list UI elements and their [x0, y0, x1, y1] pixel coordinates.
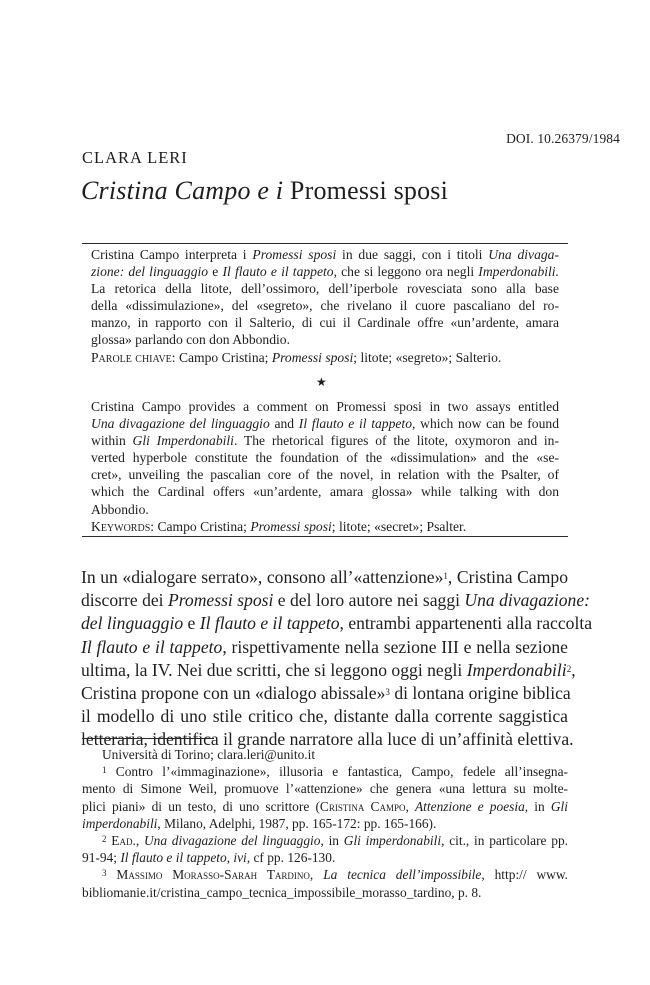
footnote-1: $^1$ Contro l’«immaginazione», illusoria e fantastica, Campo, fedele all’insegna- — [102, 764, 568, 780]
footnote-3: $^3$ Massimo Morasso-Sarah Tardino, La tecnica dell’impossibile, http:// www. — [102, 867, 569, 883]
footnote-ref: 3 — [385, 686, 390, 697]
footnote-number: 1 — [102, 765, 107, 776]
footnote-rule — [82, 738, 214, 739]
abstract-bottom-rule — [82, 536, 568, 537]
abstract-en-line: within Gli Imperdonabili. The rhetorical figures of the litote, oxymoron and in- — [91, 433, 560, 449]
footnote-1-line: mento di Simone Weil, promuove l’«attenzione» che genera «una lettura su molte- — [82, 781, 568, 797]
abstract-it-line: Cristina Campo interpreta i Promessi sposi in due saggi, con i titoli Una divaga- — [91, 247, 560, 262]
title-italic: Cristina Campo e i — [81, 176, 284, 205]
body-line: In un «dialogare serrato», consono all’«attenzione»$^1$, Cristina Campo — [81, 567, 568, 587]
abstract-en-line: Cristina Campo provides a comment on Promessi sposi in two assays entitled — [91, 399, 559, 414]
footnote-1-line: imperdonabili, Milano, Adelphi, 1987, pp. 165-172: pp. 165-166). — [82, 815, 437, 831]
abstract-en-line: Abbondio. — [91, 501, 149, 517]
abstract-en-line: cret», unveiling the pascalian core of the novel, in relation with the Psalter, of — [91, 467, 559, 483]
doi: DOI. 10.26379/1984 — [506, 131, 620, 146]
keywords-it: Parole chiave: Campo Cristina; Promessi sposi; litote; «segreto»; Salterio. — [91, 349, 502, 365]
footnote-2: $^2$ Ead., Una divagazione del linguaggio, in Gli imperdonabili, cit., in particolare pp. — [102, 832, 569, 848]
footnote-number: 3 — [102, 868, 107, 879]
abstract-it-line: La retorica della litote, dell’ossimoro, dell’iperbole rovesciata sono alla base — [91, 281, 559, 297]
footnote-ref: 2 — [566, 663, 572, 674]
footnote-2-line: 91-94; Il flauto e il tappeto, ivi, cf pp. 126-130. — [82, 850, 336, 866]
keywords-label: Keywords — [91, 518, 151, 534]
body-paragraph — [81, 566, 593, 752]
author-name: CLARA LERI — [82, 148, 188, 167]
body-line: del linguaggio e Il flauto e il tappeto, entrambi appartenenti alla raccolta — [81, 613, 593, 634]
article-title — [81, 176, 448, 206]
body-line: letteraria, identifica il grande narratore alla luce di un’affinità elettiva. — [81, 729, 574, 750]
abstract-en-line: verted hyperbole constitute the foundation of the «dissimulation» and the «se- — [91, 450, 559, 466]
title-roman: Promessi sposi — [283, 176, 449, 205]
abstract-en-line: Una divagazione del linguaggio and Il flauto e il tappeto, which now can be found — [91, 416, 559, 432]
keywords-en: Keywords: Campo Cristina; Promessi sposi; litote; «secret»; Psalter. — [91, 518, 467, 534]
abstract-top-rule — [82, 243, 568, 244]
abstract-it-line: glossa» parlando con don Abbondio. — [91, 332, 290, 348]
abstract-it-line: manzo, in rapporto con il Salterio, di cui il Cardinale offre «un’ardente, amara — [91, 315, 559, 331]
abstract-it-line: zione: del linguaggio e Il flauto e il tappeto, che si leggono ora negli Imperdonabili. — [91, 264, 559, 280]
body-line: discorre dei Promessi sposi e del loro autore nei saggi Una divagazione: — [81, 590, 591, 611]
body-line: Cristina propone con un «dialogo abissale»$^3$ di lontana origine biblica — [81, 682, 571, 703]
footnotes — [82, 746, 568, 901]
footnote-1-line: plici piani» di un testo, di uno scrittore (Cristina Campo, Attenzione e poesia, in Gli — [82, 798, 569, 814]
footnote-ref: 1 — [443, 571, 448, 581]
footnote-number: 2 — [102, 833, 107, 844]
abstract-en-line: which the Cardinal offers «un’ardente, amara glossa» while talking with don — [91, 484, 559, 500]
body-line: Il flauto e il tappeto, rispettivamente nella sezione III e nella sezione — [81, 636, 568, 657]
body-line: ultima, la IV. Nei due scritti, che si leggono oggi negli Imperdonabili$^2$, — [81, 659, 576, 680]
footnote-3-line: bibliomanie.it/cristina_campo_tecnica_impossibile_morasso_tardino, p. 8. — [82, 884, 482, 900]
body-line: il modello di uno stile critico che, distante dalla corrente saggistica — [81, 706, 568, 727]
abstract-it-line: della «dissimulazione», del «segreto», che rivelano il cuore pascaliano del ro- — [91, 298, 559, 314]
keywords-label: Parole chiave — [91, 349, 172, 365]
affiliation: Università di Torino; clara.leri@unito.it — [102, 747, 316, 762]
star-separator: ★ — [316, 375, 327, 389]
abstract-italian — [91, 246, 559, 366]
abstract-english — [91, 398, 559, 535]
